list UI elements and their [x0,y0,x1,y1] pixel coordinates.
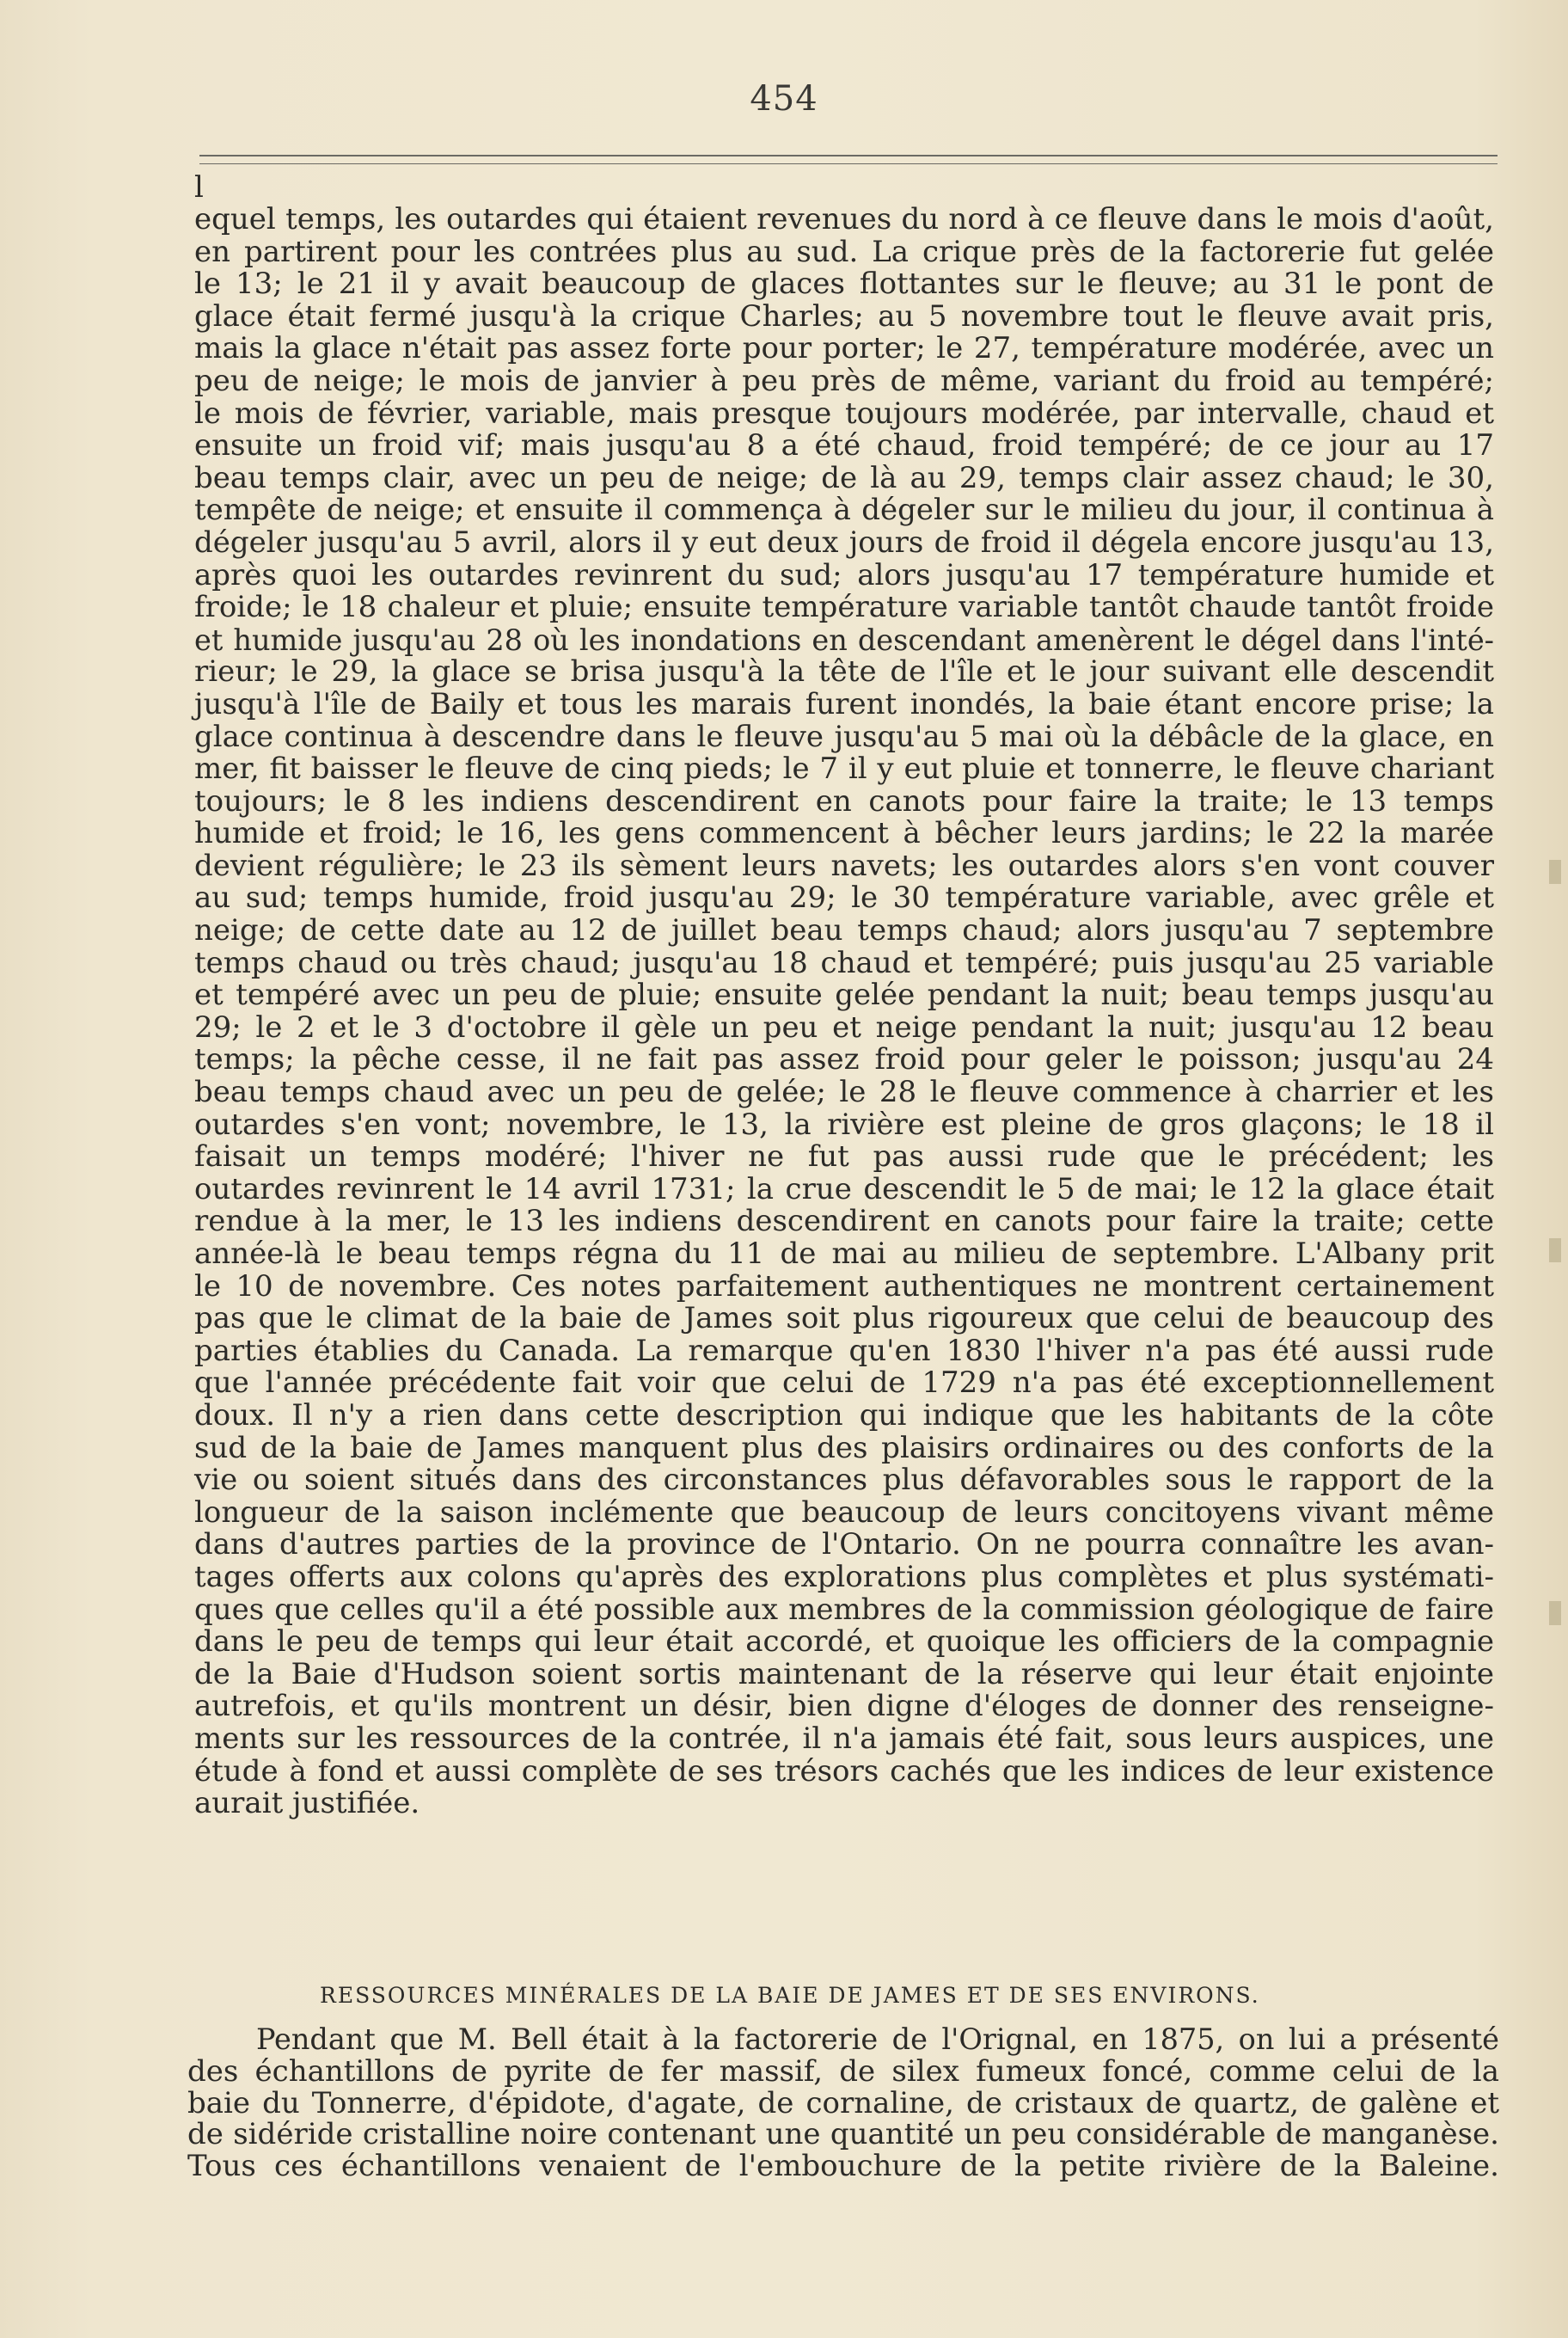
text-line: Pendant que M. Bell était à la factorerie de l'Orignal, en 1875, on lui a présenté [256,2022,1499,2056]
text-line: pas que le climat de la baie de James soit plus rigoureux que celui de beaucoup des [194,1301,1494,1336]
lead-letter: l [194,170,204,205]
text-line: de la Baie d'Hudson soient sortis maintenant de la réserve qui leur était enjointe [194,1656,1494,1691]
page-edge-mark [1549,1601,1561,1625]
text-line: jusqu'à l'île de Baily et tous les marais furent inondés, la baie étant encore prise; la [194,686,1494,721]
text-line: froide; le 18 chaleur et pluie; ensuite température variable tantôt chaude tantôt froide [194,590,1494,625]
text-line: ensuite un froid vif; mais jusqu'au 8 a été chaud, froid tempéré; de ce jour au 17 [194,428,1494,463]
text-line: et tempéré avec un peu de pluie; ensuite gelée pendant la nuit; beau temps jusqu'au [194,978,1494,1013]
text-line: étude à fond et aussi complète de ses trésors cachés que les indices de leur existence [194,1753,1494,1789]
text-line: année-là le beau temps régna du 11 de mai au milieu de septembre. L'Albany prit [194,1237,1494,1271]
header-rule [199,155,1498,156]
text-line: rendue à la mer, le 13 les indiens descendirent en canots pour faire la traite; cette [194,1204,1494,1239]
text-line: ments sur les ressources de la contrée, il n'a jamais été fait, sous leurs auspices, une [194,1721,1494,1756]
text-line: dégeler jusqu'au 5 avril, alors il y eut deux jours de froid il dégela encore jusqu'au 13, [194,525,1494,560]
page-edge-mark [1549,860,1561,884]
text-line: outardes revinrent le 14 avril 1731; la crue descendit le 5 de mai; le 12 la glace était [194,1171,1494,1206]
text-line: dans d'autres parties de la province de l'Ontario. On ne pourra connaître les avan- [194,1527,1494,1562]
text-line: beau temps clair, avec un peu de neige; de là au 29, temps clair assez chaud; le 30, [194,460,1494,495]
text-line: baie du Tonnerre, d'épidote, d'agate, de cornaline, de cristaux de quartz, de galène et [187,2085,1499,2120]
text-line: mer, fit baisser le fleuve de cinq pieds; le 7 il y eut pluie et tonnerre, le fleuve chariant [194,752,1494,787]
text-line: vie ou soient situés dans des circonstances plus défavorables sous le rapport de la [194,1463,1494,1498]
section-heading: RESSOURCES MINÉRALES DE LA BAIE DE JAMES ET DE SES ENVIRONS. [320,1983,1260,2008]
page-edge-mark [1549,1238,1561,1262]
text-line: parties établies du Canada. La remarque qu'en 1830 l'hiver n'a pas été aussi rude [194,1333,1494,1368]
text-line: neige; de cette date au 12 de juillet beau temps chaud; alors jusqu'au 7 septembre [194,913,1494,948]
text-line: beau temps chaud avec un peu de gelée; le 28 le fleuve commence à charrier et les [194,1075,1494,1110]
text-line: devient régulière; le 23 ils sèment leurs navets; les outardes alors s'en vont couver [194,848,1494,883]
text-line: au sud; temps humide, froid jusqu'au 29; le 30 température variable, avec grêle et [194,881,1494,916]
text-line: temps chaud ou très chaud; jusqu'au 18 chaud et tempéré; puis jusqu'au 25 variable [194,945,1494,980]
paragraph-minerals [187,2024,1499,2182]
text-line: glace continua à descendre dans le fleuve jusqu'au 5 mai où la débâcle de la glace, en [194,719,1494,754]
text-line: de sidéride cristalline noire contenant une quantité un peu considérable de manganèse. [187,2117,1499,2152]
text-line: sud de la baie de James manquent plus des plaisirs ordinaires ou des conforts de la [194,1430,1494,1465]
page-number: 454 [750,79,818,119]
text-line: en partirent pour les contrées plus au sud. La crique près de la factorerie fut gelée [194,234,1494,269]
text-line: 29; le 2 et le 3 d'octobre il gèle un peu et neige pendant la nuit; jusqu'au 12 beau [194,1009,1494,1045]
text-line: et humide jusqu'au 28 où les inondations en descendant amenèrent le dégel dans l'inté- [194,623,1494,657]
text-line: peu de neige; le mois de janvier à peu près de même, variant du froid au tempéré; [194,363,1494,398]
text-line: outardes s'en vont; novembre, le 13, la rivière est pleine de gros glaçons; le 18 il [194,1107,1494,1142]
text-line: ques que celles qu'il a été possible aux membres de la commission géologique de faire [194,1592,1494,1627]
text-line: que l'année précédente fait voir que celui de 1729 n'a pas été exceptionnellement [194,1365,1494,1401]
text-line: doux. Il n'y a rien dans cette description qui indique que les habitants de la côte [194,1397,1494,1433]
text-line: le 10 de novembre. Ces notes parfaitement authentiques ne montrent certainement [194,1268,1494,1304]
text-line: humide et froid; le 16, les gens commencent à bêcher leurs jardins; le 22 la marée [194,816,1494,851]
text-line: Tous ces échantillons venaient de l'embouchure de la petite rivière de la Baleine. [187,2149,1499,2184]
text-line: faisait un temps modéré; l'hiver ne fut pas aussi rude que le précédent; les [194,1139,1494,1175]
text-line: longueur de la saison inclémente que beaucoup de leurs concitoyens vivant même [194,1494,1494,1530]
text-line: dans le peu de temps qui leur était accordé, et quoique les officiers de la compagnie [194,1624,1494,1660]
text-line: toujours; le 8 les indiens descendirent en canots pour faire la traite; le 13 temps [194,783,1494,819]
text-line: temps; la pêche cesse, il ne fait pas assez froid pour geler le poisson; jusqu'au 24 [194,1042,1494,1077]
text-line: tages offerts aux colons qu'après des explorations plus complètes et plus systémati- [194,1559,1494,1594]
text-line: rieur; le 29, la glace se brisa jusqu'à la tête de l'île et le jour suivant elle descendit [194,654,1494,690]
text-line: equel temps, les outardes qui étaient revenues du nord à ce fleuve dans le mois d'août, [194,202,1494,236]
text-line: autrefois, et qu'ils montrent un désir, bien digne d'éloges de donner des renseigne- [194,1689,1494,1724]
text-line: des échantillons de pyrite de fer massif, de silex fumeux foncé, comme celui de la [187,2053,1499,2089]
text-line: le 13; le 21 il y avait beaucoup de glaces flottantes sur le fleuve; au 31 le pont de [194,267,1494,302]
text-line: après quoi les outardes revinrent du sud; alors jusqu'au 17 température humide et [194,557,1494,592]
text-line: tempête de neige; et ensuite il commença à dégeler sur le milieu du jour, il continua à [194,493,1494,528]
text-line: glace était fermé jusqu'à la crique Charles; au 5 novembre tout le fleuve avait pris, [194,298,1494,334]
text-line: mais la glace n'était pas assez forte pour porter; le 27, température modérée, avec un [194,331,1494,366]
text-line: le mois de février, variable, mais presque toujours modérée, par intervalle, chaud et [194,396,1494,431]
text-line: aurait justifiée. [194,1786,420,1821]
header-rule-thin [199,163,1498,164]
paragraph-climate-notes [194,172,1494,1820]
